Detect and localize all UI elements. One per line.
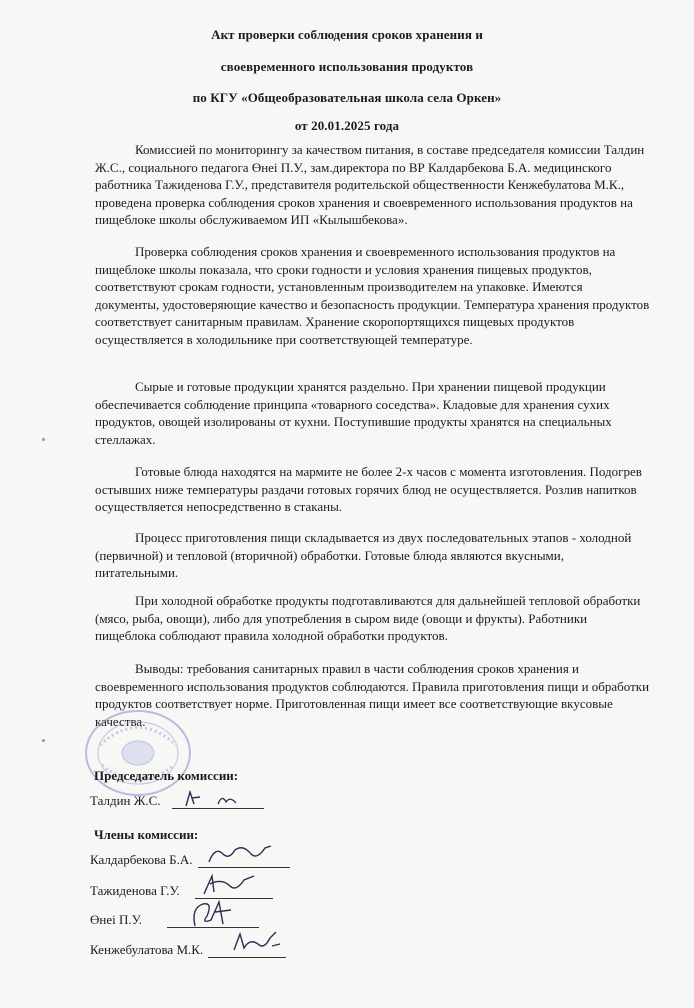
paragraph-text: Сырые и готовые продукции хранятся раздельно. При хранении пищевой продукции обеспечивается соблюдение принципа «товарного соседства». Кладовые для хранения сухих продуктов, овощей изолированы от кухни. Поступившие продукты хранятся на специальных стеллажах.: [95, 379, 612, 447]
document-title-line-3: по КГУ «Общеобразовательная школа села Оркен»: [192, 90, 502, 105]
members-heading: Члены комиссии:: [94, 827, 199, 842]
scan-speck: [42, 438, 45, 441]
member-signature-image: [205, 842, 285, 868]
paragraph-text: При холодной обработке продукты подготавливаются для дальнейшей тепловой обработки (мясо, рыба, овощи), либо для употребления в сыром виде (овощи и фрукты). Работники пищеблока соблюдают правила холодной обработки продуктов.: [95, 593, 641, 643]
member-name: Калдарбекова Б.А.: [90, 852, 193, 867]
member-name: Кенжебулатова М.К.: [90, 942, 204, 957]
chair-signature-image: [180, 788, 250, 810]
scan-speck: [42, 739, 45, 742]
document-date: от 20.01.2025 года: [294, 118, 400, 133]
document-title-line-2: своевременного использования продуктов: [220, 59, 474, 74]
member-name: Тажиденова Г.У.: [90, 883, 180, 898]
paragraph-text: Готовые блюда находятся на мармите не более 2-х часов с момента изготовления. Подогрев остывших ниже температуры раздачи готовых горячих блюд не осуществляется. Розлив напитков осуществляется непосредственно в стаканы.: [95, 464, 642, 514]
member-signature-image: [200, 872, 270, 898]
paragraph-raw-products: [95, 378, 650, 448]
chair-name: Талдин Ж.С.: [90, 793, 161, 808]
member-name: Өнеі П.У.: [90, 912, 142, 927]
paragraph-text: Выводы: требования санитарных правил в части соблюдения сроков хранения и своевременного использования продуктов соблюдаются. Правила приготовления пищи и обработки продуктов соответствует норме. Приготовленная пищи имеет все соответствующие вкусовые качества.: [95, 661, 650, 729]
paragraph-storage-check: [95, 243, 650, 348]
school-stamp: [78, 705, 198, 800]
paragraph-ready-meals: [95, 463, 650, 516]
paragraph-cold-processing: [95, 592, 650, 645]
member-signature-image: [185, 898, 245, 930]
document-title-line-1: Акт проверки соблюдения сроков хранения и: [211, 27, 483, 42]
paragraph-text: Процесс приготовления пищи складывается из двух последовательных этапов - холодной (первичной) и тепловой (вторичной) обработки. Готовые блюда являются вкусными, питательными.: [95, 530, 632, 580]
paragraph-commission: [95, 141, 650, 229]
paragraph-text: Комиссией по мониторингу за качеством питания, в составе председателя комиссии Талдин Ж.С., социального педагога Өнеі П.У., зам.директора по ВР Калдарбекова Б.А. медицинского работника Тажиденова Г.У., представителя родительской общественности Кенжебулатова М.К., проведена проверка соблюдения сроков хранения и своевременного использования продуктов на пищеблоке школы обслуживаемом ИП «Кылышбекова».: [95, 142, 645, 227]
member-signature-image: [228, 928, 288, 956]
paragraph-text: Проверка соблюдения сроков хранения и своевременного использования продуктов на пищеблоке школы показала, что сроки годности и условия хранения пищевых продуктов, соответствуют срокам годности, установленным производителем на упаковке. Имеются документы, удостоверяющие качество и безопасность продукции. Температура хранения продуктов соответствует санитарным правилам. Хранение скоропортящихся пищевых продуктов осуществляется в холодильнике при соответствующей температуре.: [95, 244, 650, 347]
chair-heading: Председатель комиссии:: [94, 768, 239, 783]
paragraph-cooking-process: [95, 529, 650, 582]
